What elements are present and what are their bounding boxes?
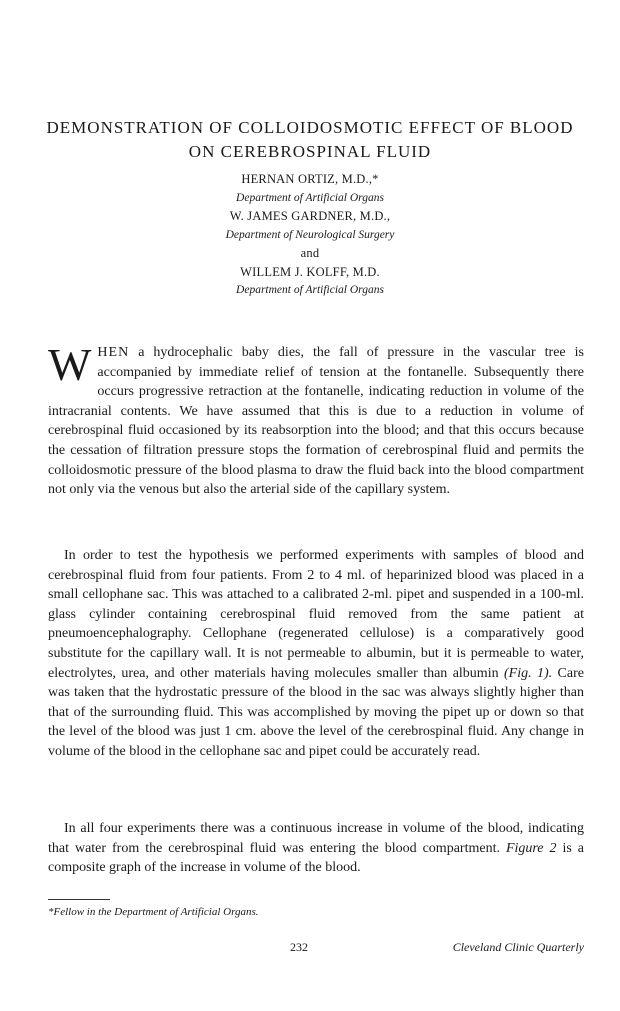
article-title-line-1: DEMONSTRATION OF COLLOIDOSMOTIC EFFECT OF BLOOD	[46, 118, 574, 137]
paragraph-3	[48, 819, 584, 878]
lead-word: HEN	[97, 345, 130, 360]
paragraph-2	[48, 546, 584, 762]
author-connector: and	[300, 246, 320, 260]
footnote-divider	[48, 899, 110, 900]
author-name: WILLEM J. KOLFF, M.D.	[240, 264, 380, 279]
paragraph-1-text: a hydrocephalic baby dies, the fall of pressure in the vascular tree is accompanied by immediate relief of tension at the fontanelle. Subsequently there occurs progressive retraction at the fontanelle, indicating reduction in volume of the intracranial contents. We have assumed that this is due to a reduction in volume of cerebrospinal fluid occasioned by its reabsorption into the blood; and that this occurs because the cessation of filtration pressure stops the formation of cerebrospinal fluid and permits the colloidosmotic pressure of the blood plasma to draw the fluid back into the blood compartment not only via the venous but also the arterial side of the capillary system.	[48, 345, 584, 498]
journal-name: Cleveland Clinic Quarterly	[452, 940, 584, 954]
paragraph-3-text: In all four experiments there was a continuous increase in volume of the blood, indicating that water from the cerebrospinal fluid was entering the blood compartment.	[48, 821, 584, 856]
paragraph-1	[48, 339, 584, 500]
author-name: HERNAN ORTIZ, M.D.,*	[241, 172, 379, 186]
paragraph-3-text: is a composite graph of the increase in volume of the blood.	[48, 840, 584, 876]
author-block	[150, 170, 470, 300]
author-department: Department of Neurological Surgery	[225, 228, 395, 241]
author-department: Department of Artificial Organs	[236, 284, 384, 296]
paragraph-2-text: Care was taken that the hydrostatic pressure of the blood in the sac was always slightly higher than that of the surrounding fluid. This was accomplished by moving the pipet up or down so that the level of the blood was just 1 cm. above the level of the cerebrospinal fluid. Any change in volume of the blood in the cellophane sac and pipet could be accurately read.	[48, 665, 584, 759]
figure-reference: Figure 2	[505, 840, 557, 856]
article-title-line-2: ON CEREBROSPINAL FLUID	[188, 142, 432, 161]
author-name: W. JAMES GARDNER, M.D.,	[229, 209, 391, 223]
page-number: 232	[290, 940, 308, 954]
author-department: Department of Artificial Organs	[236, 191, 384, 204]
paragraph-2-text: In order to test the hypothesis we performed experiments with samples of blood and cerebrospinal fluid from four patients. From 2 to 4 ml. of heparinized blood was placed in a small cellophane sac. This was attached to a calibrated 2-ml. pipet and suspended in a 100-ml. glass cylinder containing cerebrospinal fluid removed from the same patient at pneumoencephalography. Cellophane (regenerated cellulose) is a comparatively good substitute for the capillary wall. It is not permeable to albumin, but it is permeable to water, electrolytes, urea, and other materials having molecules smaller than albumin	[48, 548, 584, 681]
footnote: *Fellow in the Department of Artificial Organs.	[48, 906, 259, 918]
drop-cap: W	[48, 339, 92, 390]
figure-reference: (Fig. 1).	[503, 665, 553, 681]
